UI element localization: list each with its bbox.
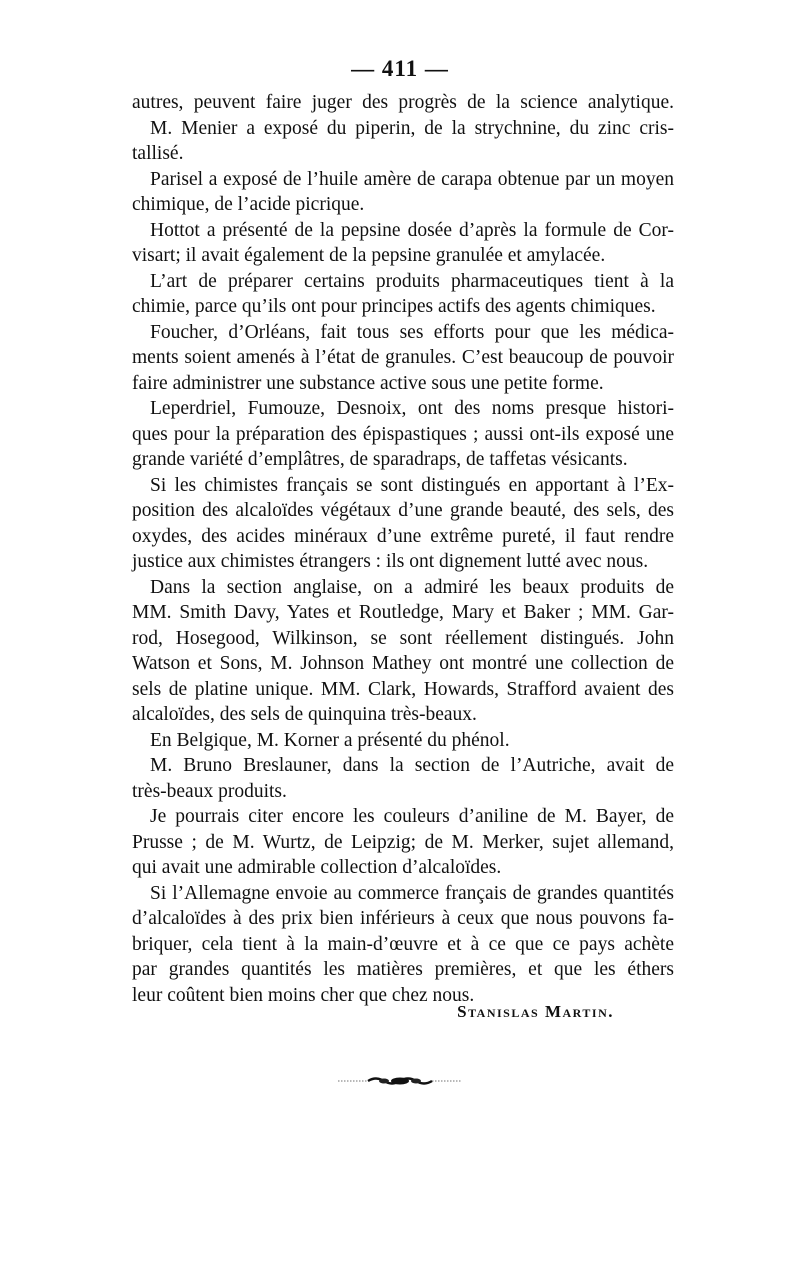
text-line: alcaloïdes, des sels de quinquina très-beaux. xyxy=(132,704,477,725)
text-line: ments soient amenés à l’état de granules. C’est beaucoup de pouvoir xyxy=(132,347,674,368)
page-number: — 411 — xyxy=(351,56,449,81)
text-line: Si l’Allemagne envoie au commerce français de grandes quantités xyxy=(150,882,674,904)
text-line: M. Bruno Breslauner, dans la section de l’Autriche, avait de xyxy=(150,755,674,776)
text-line: chimie, parce qu’ils ont pour principes actifs des agents chimiques. xyxy=(132,296,656,317)
text-line: autres, peuvent faire juger des progrès de la science analytique. xyxy=(132,92,674,113)
body-text xyxy=(132,90,674,1008)
text-line: ques pour la préparation des épispastiques ; aussi ont-ils exposé une xyxy=(132,423,674,445)
text-line: briquer, cela tient à la main-d’œuvre et à ce que ce pays achète xyxy=(132,933,674,955)
text-line: En Belgique, M. Korner a présenté du phénol. xyxy=(150,729,510,751)
text-line: position des alcaloïdes végétaux d’une grande beauté, des sels, des xyxy=(132,500,674,521)
text-line: L’art de préparer certains produits pharmaceutiques tient à la xyxy=(150,270,674,292)
text-line: grande variété d’emplâtres, de sparadraps, de taffetas vésicants. xyxy=(132,449,628,470)
text-line: Prusse ; de M. Wurtz, de Leipzig; de M. Merker, sujet allemand, xyxy=(132,831,674,853)
text-line: Foucher, d’Orléans, fait tous ses efforts pour que les médica- xyxy=(150,321,674,343)
text-line: visart; il avait également de la pepsine granulée et amylacée. xyxy=(132,245,606,266)
text-line: chimique, de l’acide picrique. xyxy=(132,194,365,215)
text-line: justice aux chimistes étrangers : ils ont dignement lutté avec nous. xyxy=(132,551,649,572)
text-line: faire administrer une substance active sous une petite forme. xyxy=(132,372,604,394)
text-line: M. Menier a exposé du piperin, de la strychnine, du zinc cris- xyxy=(150,117,674,139)
text-line: Hottot a présenté de la pepsine dosée d’après la formule de Cor- xyxy=(150,219,674,241)
text-line: qui avait une admirable collection d’alcaloïdes. xyxy=(132,857,502,878)
text-line: tallisé. xyxy=(132,143,184,164)
text-line: par grandes quantités les matières premières, et que les éthers xyxy=(132,959,674,980)
text-line: oxydes, des acides minéraux d’une extrême pureté, il faut rendre xyxy=(132,525,674,547)
text-line: Parisel a exposé de l’huile amère de carapa obtenue par un moyen xyxy=(150,168,674,190)
text-line: MM. Smith Davy, Yates et Routledge, Mary et Baker ; MM. Gar- xyxy=(132,602,674,623)
author-signature: Stanislas Martin. xyxy=(457,1002,614,1021)
text-line: sels de platine unique. MM. Clark, Howards, Strafford avaient des xyxy=(132,678,674,700)
text-line: leur coûtent bien moins cher que chez nous. xyxy=(132,984,475,1006)
text-line: Watson et Sons, M. Johnson Mathey ont montré une collection de xyxy=(132,653,674,674)
text-line: Je pourrais citer encore les couleurs d’aniline de M. Bayer, de xyxy=(150,806,674,827)
text-line: très-beaux produits. xyxy=(132,780,287,802)
text-line: d’alcaloïdes à des prix bien inférieurs à ceux que nous pouvons fa- xyxy=(132,908,674,929)
text-line: rod, Hosegood, Wilkinson, se sont réellement distingués. John xyxy=(132,627,674,649)
ornament-icon xyxy=(338,1074,462,1088)
text-line: Dans la section anglaise, on a admiré les beaux produits de xyxy=(150,576,674,598)
text-line: Leperdriel, Fumouze, Desnoix, ont des noms presque histori- xyxy=(150,398,674,419)
text-line: Si les chimistes français se sont distingués en apportant à l’Ex- xyxy=(150,474,674,496)
